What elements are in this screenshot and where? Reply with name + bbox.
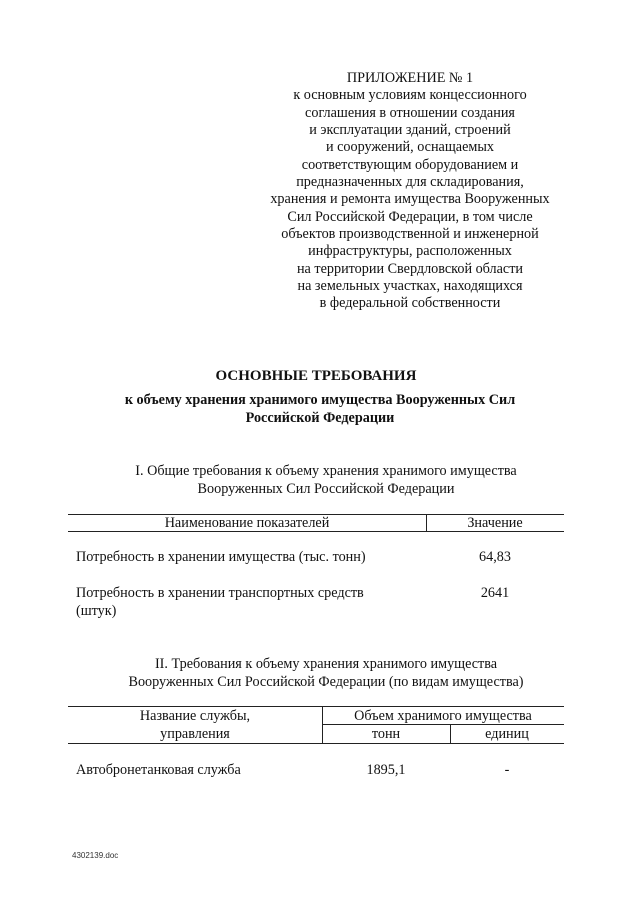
document-title: ОСНОВНЫЕ ТРЕБОВАНИЯ <box>215 368 417 384</box>
appendix-line: соглашения в отношении создания <box>305 104 515 121</box>
table-row-service: Автобронетанковая служба <box>76 762 241 778</box>
appendix-title: ПРИЛОЖЕНИЕ № 1 <box>346 70 474 86</box>
section-heading-line: II. Требования к объему хранения хранимого имущества <box>154 656 498 672</box>
appendix-line: соответствующим оборудованием и <box>301 156 519 173</box>
table-header-units: единиц <box>485 726 529 742</box>
subtitle-line: Российской Федерации <box>245 410 395 426</box>
appendix-line: хранения и ремонта имущества Вооруженных <box>270 191 550 208</box>
table-row-value: 64,83 <box>479 549 511 565</box>
appendix-line: Сил Российской Федерации, в том числе <box>287 208 533 225</box>
table-header-tons: тонн <box>371 726 401 742</box>
table-header-name: Наименование показателей <box>164 515 330 531</box>
appendix-block <box>250 70 570 313</box>
section-heading-line: Вооруженных Сил Российской Федерации <box>197 481 455 497</box>
document-subtitle <box>60 391 580 427</box>
appendix-line: к основным условиям концессионного <box>293 87 527 104</box>
appendix-line: и эксплуатации зданий, строений <box>309 122 511 139</box>
table-header-rule <box>68 531 564 532</box>
appendix-line: объектов производственной и инженерной <box>281 226 539 243</box>
section-2-heading <box>60 655 592 691</box>
section-heading-line: I. Общие требования к объему хранения хранимого имущества <box>135 463 517 479</box>
appendix-line: и сооружений, оснащаемых <box>326 139 494 156</box>
footer-filename: 4302139.doc <box>72 851 119 860</box>
section-heading-line: Вооруженных Сил Российской Федерации (по видам имущества) <box>128 674 524 690</box>
table-row-name: Потребность в хранении транспортных средств (штук) <box>76 585 364 619</box>
table-row-value: 2641 <box>480 585 510 601</box>
table-header-value: Значение <box>467 515 523 531</box>
appendix-line: на территории Свердловской области <box>296 260 524 277</box>
appendix-line: предназначенных для складирования, <box>296 174 524 191</box>
table-header-service: Название службы, управления <box>139 708 251 742</box>
section-1-heading <box>60 462 592 498</box>
table-row-name: Потребность в хранении имущества (тыс. тонн) <box>76 549 366 565</box>
table-row-tons: 1895,1 <box>366 762 406 778</box>
table-row-units: - <box>504 762 510 778</box>
appendix-line: на земельных участках, находящихся <box>297 278 523 295</box>
subtitle-line: к объему хранения хранимого имущества Вооруженных Сил <box>124 392 516 408</box>
table-header-volume: Объем хранимого имущества <box>354 708 532 724</box>
appendix-line: в федеральной собственности <box>319 295 501 312</box>
table-header-rule <box>68 743 564 744</box>
appendix-line: инфраструктуры, расположенных <box>308 243 512 260</box>
